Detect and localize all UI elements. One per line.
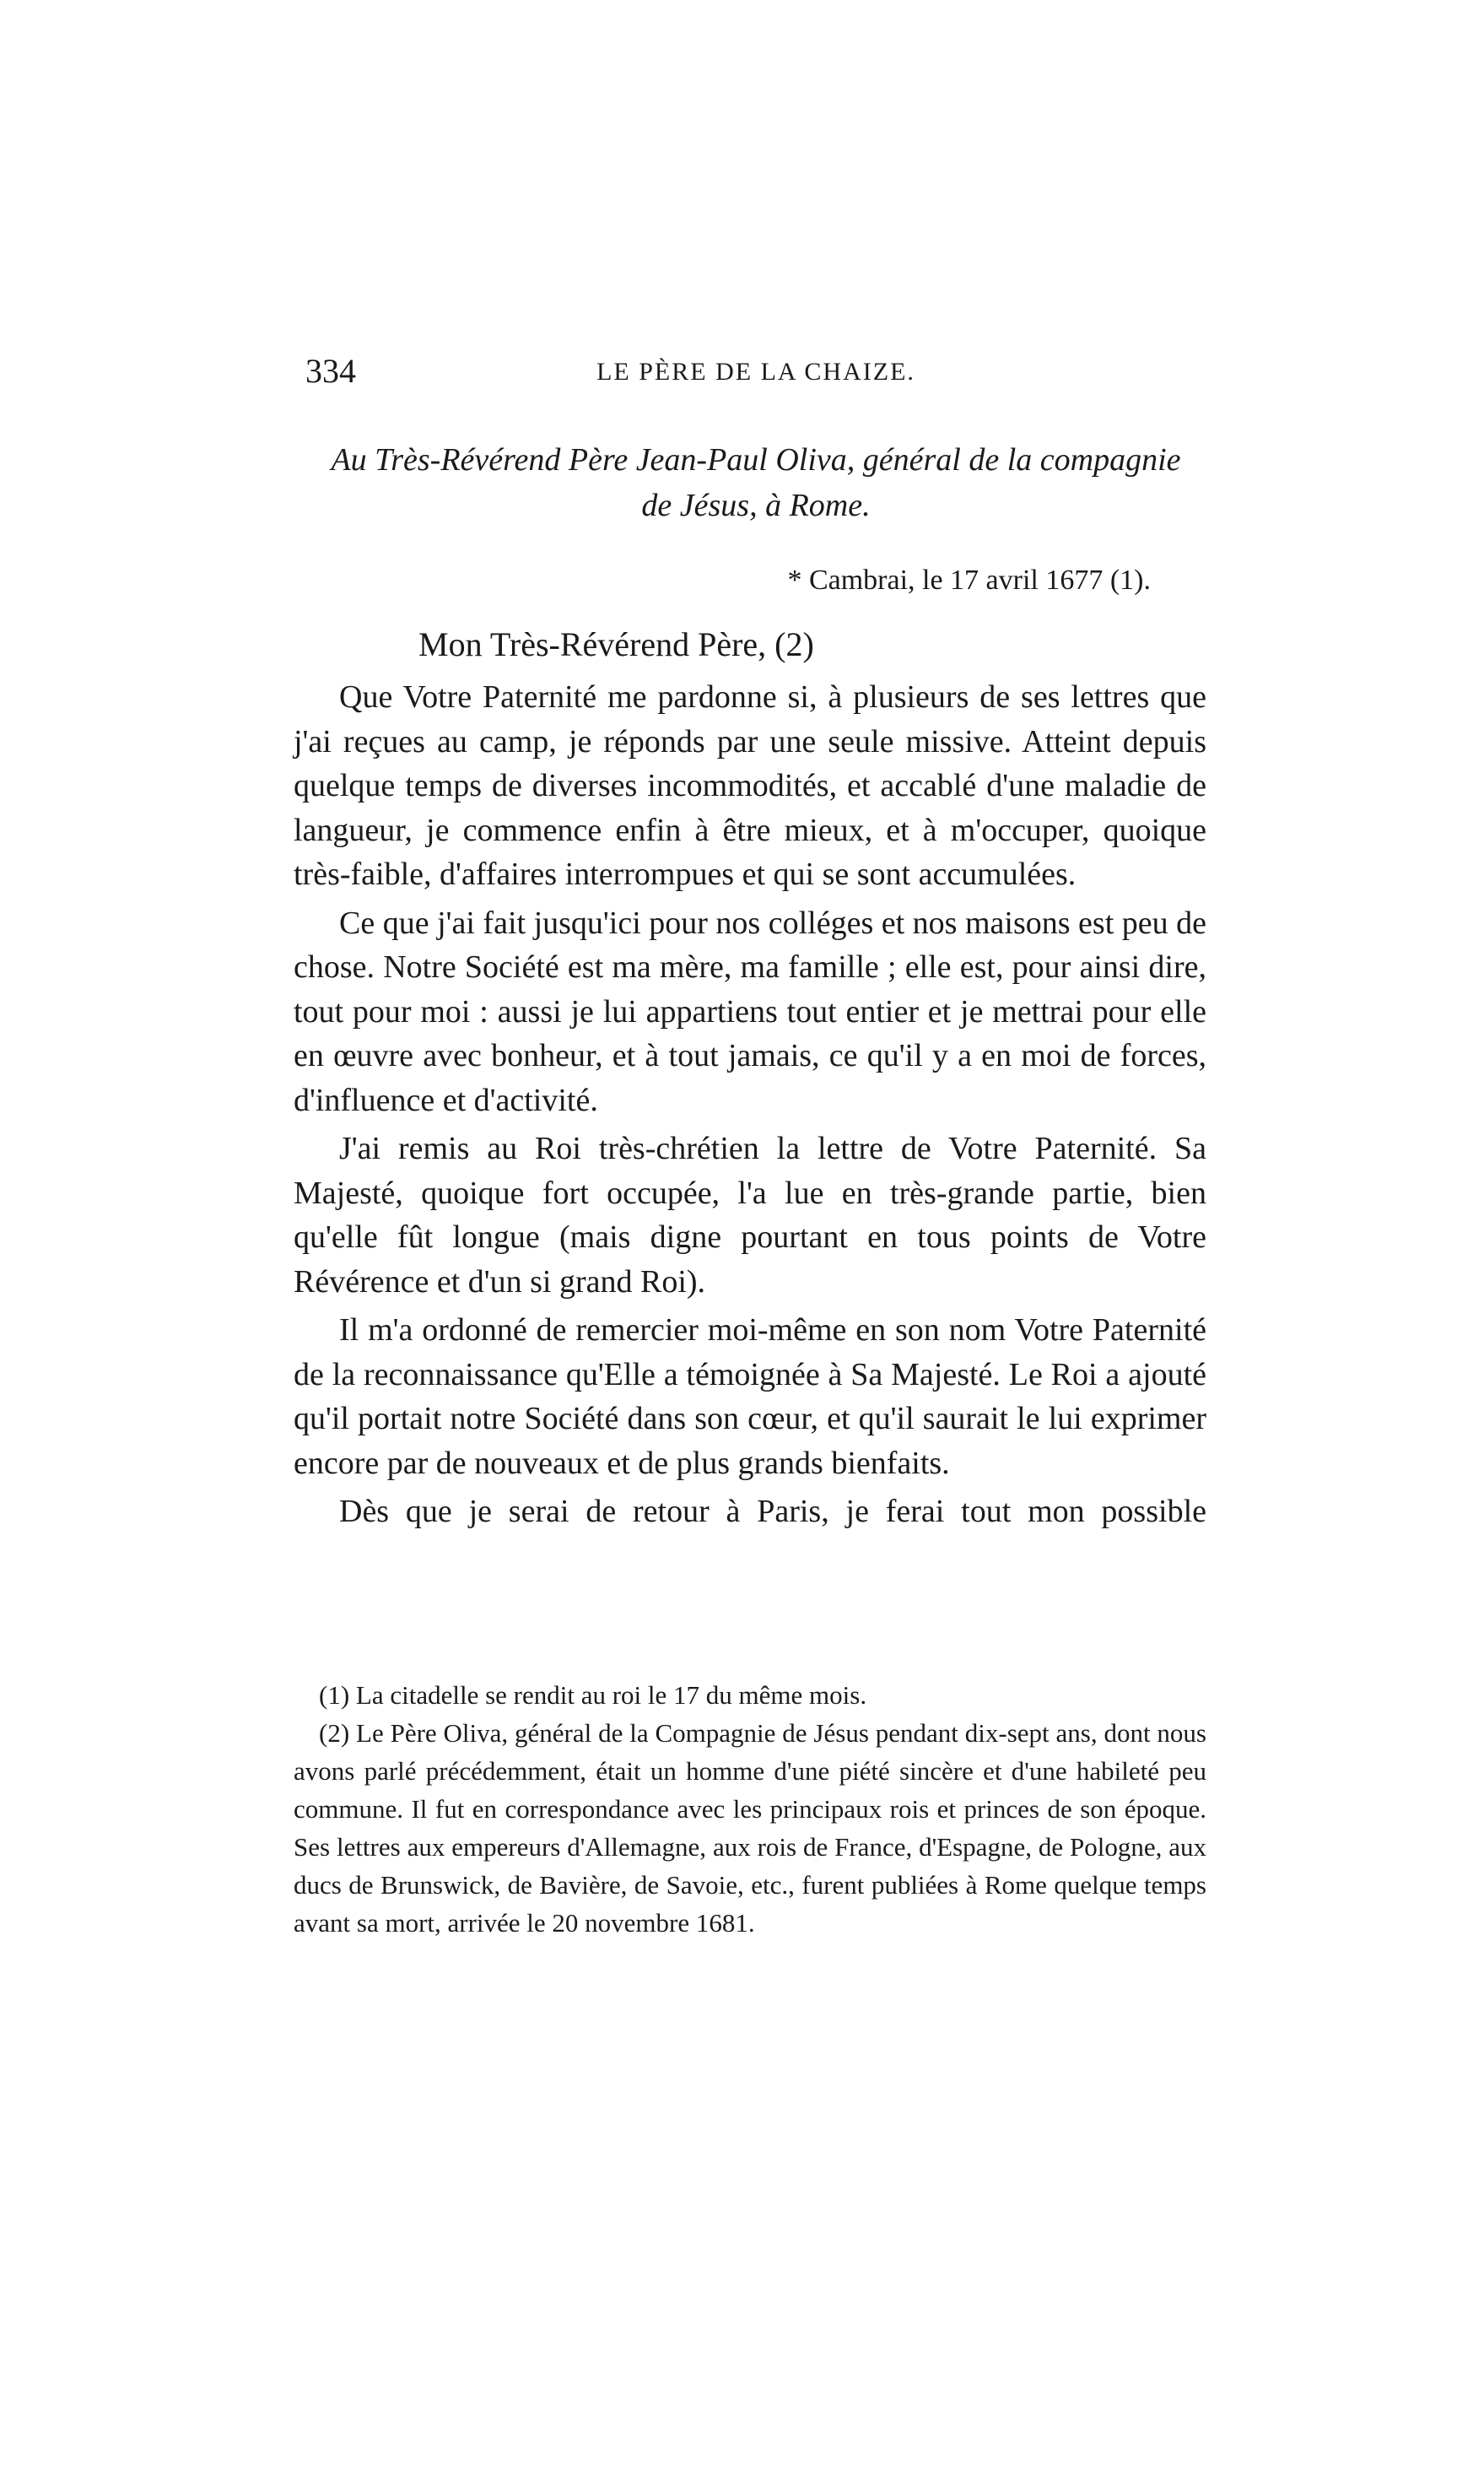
- letter-body: [294, 675, 1206, 1538]
- paragraph: Dès que je serai de retour à Paris, je ferai tout mon possible: [339, 1494, 1206, 1529]
- footnote: (2) Le Père Oliva, général de la Compagnie de Jésus pendant dix-sept ans, dont nous avons parlé précédemment, était un homme d'une piété sincère et d'une habileté peu commune. Il fut en correspondance avec les principaux rois et princes de son époque. Ses lettres aux empereurs d'Allemagne, aux rois de France, d'Espagne, de Pologne, aux ducs de Brunswick, de Bavière, de Savoie, etc., furent publiées à Rome quelque temps avant sa mort, arrivée le 20 novembre 1681.: [294, 1718, 1206, 1938]
- letter-salutation: Mon Très-Révérend Père, (2): [418, 625, 814, 663]
- paragraph: J'ai remis au Roi très-chrétien la lettre de Votre Paternité. Sa Majesté, quoique fort occupée, l'a lue en très-grande partie, bien qu'elle fût longue (mais digne pourtant en tous points de Votre Révérence et d'un si grand Roi).: [294, 1131, 1206, 1300]
- running-title: LE PÈRE DE LA CHAIZE.: [596, 358, 915, 386]
- footnotes: [294, 1676, 1206, 1942]
- paragraph: Que Votre Paternité me pardonne si, à plusieurs de ses lettres que j'ai reçues au camp, je réponds par une seule missive. Atteint depuis quelque temps de diverses incommodités, et accablé d'une maladie de langueur, je commence enfin à être mieux, et à m'occuper, quoique très-faible, d'affaires interrompues et qui se sont accumulées.: [294, 679, 1206, 892]
- footnote: (1) La citadelle se rendit au roi le 17 du même mois.: [319, 1680, 867, 1710]
- address-line-2: de Jésus, à Rome.: [641, 488, 871, 523]
- letter-dateline: * Cambrai, le 17 avril 1677 (1).: [787, 565, 1151, 596]
- address-line-1: Au Très-Révérend Père Jean-Paul Oliva, général de la compagnie: [331, 442, 1181, 478]
- paragraph: Il m'a ordonné de remercier moi-même en son nom Votre Paternité de la reconnaissance qu'Elle a témoignée à Sa Majesté. Le Roi a ajouté qu'il portait notre Société dans son cœur, et qu'il saurait le lui exprimer encore par de nouveaux et de plus grands bienfaits.: [294, 1312, 1206, 1481]
- paragraph: Ce que j'ai fait jusqu'ici pour nos colléges et nos maisons est peu de chose. Notre Société est ma mère, ma famille ; elle est, pour ainsi dire, tout pour moi : aussi je lui appartiens tout entier et je mettrai pour elle en œuvre avec bonheur, et à tout jamais, ce qu'il y a en moi de forces, d'influence et d'activité.: [294, 905, 1206, 1118]
- letter-address: [305, 437, 1206, 528]
- page-number: 334: [305, 352, 356, 390]
- page-header: [305, 346, 1206, 397]
